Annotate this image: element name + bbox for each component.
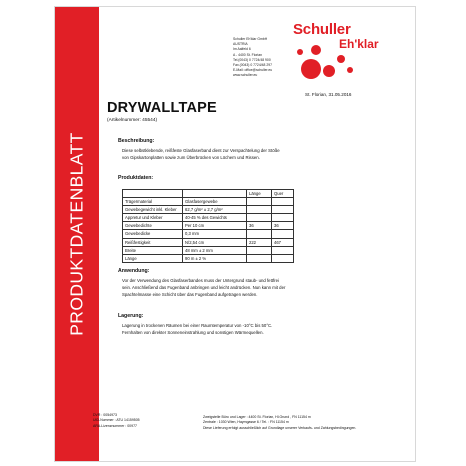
paragraph-anwendung — [122, 278, 404, 298]
article-number: (Artikelnummer: 45544) — [107, 118, 158, 123]
table-row — [123, 198, 294, 206]
footer-line: Zweigstelle Büro und Lager : 4400 St. Florian, Hl.Grund , FN 11154 m — [203, 415, 311, 419]
company-line: E-Mail: office@schuller.eu — [233, 68, 273, 73]
table-cell: Reißfestigkeit — [123, 238, 183, 246]
logo-dot-icon — [347, 67, 353, 73]
table-cell — [247, 198, 272, 206]
table-cell — [247, 206, 272, 214]
product-title: DRYWALLTAPE — [107, 100, 217, 116]
footer-line: ARA-Lizenznummer : 00977 — [93, 423, 137, 428]
table-cell — [272, 254, 294, 262]
table-cell: Gewebedicke — [123, 230, 183, 238]
logo-word-ehklar: Eh'klar — [339, 37, 379, 51]
table-cell — [272, 206, 294, 214]
logo-dot-icon — [301, 59, 321, 79]
company-line: Im Aalfeld 6 — [233, 47, 251, 52]
company-line: www.schuller.eu — [233, 73, 258, 78]
heading-produktdaten: Produktdaten: — [118, 175, 154, 181]
sidebar-banner — [55, 7, 99, 461]
table-cell: Trägermaterial — [123, 198, 183, 206]
table-row — [123, 214, 294, 222]
heading-lagerung: Lagerung: — [118, 313, 144, 319]
paragraph-line: Lagerung in trockenen Räumen bei einer Raumtemperatur von -10°C bis 50°C. — [122, 323, 273, 328]
table-cell: Länge — [123, 254, 183, 262]
paragraph-line: Fernhalten von direkter Sonneneinstrahlung und sonstigen Wärmequellen. — [122, 329, 264, 335]
table-cell — [247, 230, 272, 238]
table-cell: N/2,54 cm — [183, 238, 247, 246]
table-cell: 222 — [247, 238, 272, 246]
table-cell: 62,7 g/m² ± 2,7 g/m² — [183, 206, 247, 214]
table-cell: 90 m ± 2 % — [183, 254, 247, 262]
company-line: Fax.(0043) 0 7724/48 297 — [233, 63, 273, 68]
paragraph-line: Vor der Verwendung des Glasfaserbandes muss der Untergrund staub- und fettfrei — [122, 278, 279, 283]
table-cell: 48 mm ± 2 mm — [183, 246, 247, 254]
footer-line: UID-Nummer : ATU 14159505 — [93, 418, 140, 423]
table-header-cell — [123, 190, 183, 198]
paragraph-beschreibung — [122, 148, 404, 162]
company-line: Tel.(0043) 0 7724/48 900 — [233, 57, 271, 62]
company-address — [233, 37, 272, 79]
logo-dot-icon — [297, 49, 303, 55]
datasheet-page — [54, 6, 416, 462]
logo-dot-icon — [323, 65, 335, 77]
table-cell: 36 — [272, 222, 294, 230]
table-header-cell: Quer — [272, 190, 294, 198]
table-cell: Per 10 cm — [183, 222, 247, 230]
table-row — [123, 222, 294, 230]
table-cell: Breite — [123, 246, 183, 254]
table-cell — [272, 246, 294, 254]
table-cell: Appretur und Kleber — [123, 214, 183, 222]
footer-line: DVR : 0054973 — [93, 413, 117, 417]
table-header-cell: Länge — [247, 190, 272, 198]
footer-line: Diese Lieferung erfolgt ausschließlich auf Grundlage unserer Verkaufs- und Zahlungsbedingungen. — [203, 425, 357, 430]
table-cell: 467 — [272, 238, 294, 246]
table-row — [123, 206, 294, 214]
heading-anwendung: Anwendung: — [118, 268, 150, 274]
table-row — [123, 230, 294, 238]
product-data-table — [122, 189, 294, 263]
table-header-cell — [183, 190, 247, 198]
paragraph-line: von Gipskartonplatten sowie zum Überbrücken von Löchern und Rissen. — [122, 154, 260, 160]
company-line: A - 4400 St. Florian — [233, 52, 263, 57]
heading-beschreibung: Beschreibung: — [118, 138, 155, 144]
table-cell: 40-45 % des Gewichts — [183, 214, 247, 222]
table-cell — [247, 246, 272, 254]
table-cell: Glasfasergewebe — [183, 198, 247, 206]
table-cell — [272, 214, 294, 222]
paragraph-line: Diese selbstklebende, reißfeste Glasfaserband dient zur Verspachtelung der Stöße — [122, 148, 280, 153]
table-cell — [272, 198, 294, 206]
table-cell — [272, 230, 294, 238]
table-header-row — [123, 190, 294, 198]
table-cell — [247, 254, 272, 262]
table-cell: Gewebedichte — [123, 222, 183, 230]
logo-word-schuller: Schuller — [293, 21, 351, 38]
company-line: AUSTRIA — [233, 42, 248, 47]
paragraph-lagerung — [122, 323, 404, 337]
footer-line: Zentrale : 1030 Wien, Haymgasse 6 / Tel. : FN 11154 m — [203, 420, 289, 425]
paragraph-line: sein. Anschließend das Fugenband anbringen und leicht andrücken. Nun kann mit der — [122, 284, 286, 290]
table-cell: Gewebegewicht inkl. Kleber — [123, 206, 183, 214]
document-date: St. Florian, 31.05.2016 — [305, 92, 352, 97]
paragraph-line: Spachtelmasse eine Schicht über das Fugenband aufgetragen werden. — [122, 291, 258, 297]
logo-dot-icon — [311, 45, 321, 55]
table-cell — [247, 214, 272, 222]
footer-addresses — [203, 415, 356, 431]
footer-registration — [93, 413, 140, 429]
table-row — [123, 254, 294, 262]
logo-dot-icon — [337, 55, 345, 63]
table-cell: 0,3 mm — [183, 230, 247, 238]
table-cell: 36 — [247, 222, 272, 230]
table-row — [123, 238, 294, 246]
table-row — [123, 246, 294, 254]
company-logo — [293, 21, 411, 95]
company-line: Schuller Eh'klar GmbH — [233, 37, 268, 41]
sidebar-title: PRODUKTDATENBLATT — [66, 132, 87, 336]
